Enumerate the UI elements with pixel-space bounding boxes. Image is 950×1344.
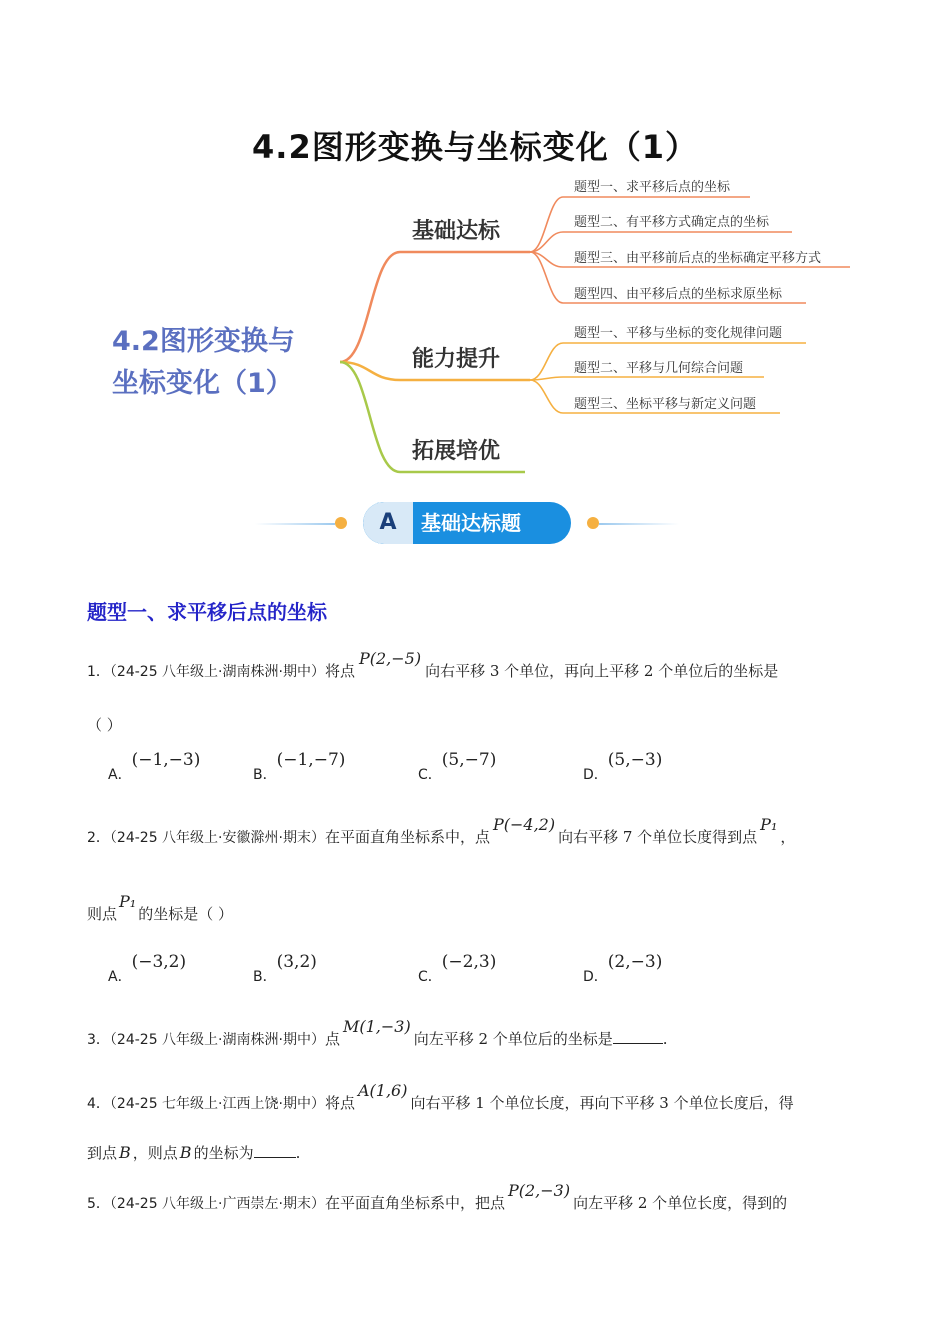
section-title: 题型一、求平移后点的坐标 [87,600,327,624]
question-text: 向左平移 2 个单位后的坐标是 [413,1030,613,1048]
question-text: 的坐标是（ ） [138,905,233,923]
banner-pill [363,502,571,544]
branch-extension: 拓展培优 [412,439,501,464]
question-text: 向左平移 2 个单位长度，得到的 [573,1194,788,1212]
question-number: 5． [87,1196,110,1212]
banner-line-left [255,523,335,525]
question-2 [87,815,796,849]
question-number: 2． [87,830,110,846]
math-expression: P(2,−3) [507,1181,571,1200]
option-b[interactable] [253,750,346,783]
math-expression: P₁ [119,892,137,911]
options-row [108,750,808,783]
banner-line-right [599,523,679,525]
option-value: (2,−3) [607,952,663,972]
option-d[interactable] [583,750,663,783]
option-a[interactable] [108,952,187,985]
question-source: （24-25 八年级上·安徽滁州·期末） [109,830,325,846]
leaf-ability-2: 题型二、平移与几何综合问题 [574,361,744,376]
question-2-line-2 [87,892,233,925]
question-3 [87,1017,668,1051]
mindmap-root-line-2: 坐标变化（1） [112,368,293,399]
option-label: A． [108,969,132,985]
leaf-ability-1: 题型一、平移与坐标的变化规律问题 [574,326,783,341]
leaf-basic-1: 题型一、求平移后点的坐标 [574,180,731,195]
answer-blank[interactable] [254,1143,296,1158]
leaf-ability-3: 题型三、坐标平移与新定义问题 [574,397,757,412]
option-label: D． [583,767,608,783]
math-expression: A(1,6) [357,1081,408,1100]
question-text: 向右平移 7 个单位长度得到点 [558,828,758,846]
option-value: (−1,−7) [276,750,346,770]
question-text: 的坐标为 [193,1144,254,1162]
question-text: ，则点 [132,1144,178,1162]
question-source: （24-25 八年级上·湖南株洲·期中） [109,1032,325,1048]
option-label: B． [253,969,277,985]
page-title: 4.2图形变换与坐标变化（1） [252,128,698,166]
banner-letter: A [379,510,397,535]
question-1 [87,649,779,683]
question-text: ， [780,828,796,846]
option-value: (−1,−3) [131,750,201,770]
leaf-basic-2: 题型二、有平移方式确定点的坐标 [574,215,770,230]
math-expression: B [179,1143,192,1162]
option-value: (−2,3) [441,952,497,972]
option-value: (5,−7) [441,750,497,770]
question-text: 点 [324,1030,340,1048]
math-expression: P₁ [760,815,778,834]
option-d[interactable] [583,952,663,985]
banner-label: 基础达标题 [421,511,521,535]
math-expression: P(2,−5) [358,649,422,668]
banner-dot-left [335,517,347,529]
banner-dot-right [587,517,599,529]
question-source: （24-25 八年级上·湖南株洲·期中） [109,664,325,680]
option-c[interactable] [418,952,497,985]
option-value: (5,−3) [607,750,663,770]
question-4 [87,1081,794,1115]
question-text: 将点 [324,662,355,680]
option-label: A． [108,767,132,783]
question-5 [87,1181,788,1215]
branch-basic: 基础达标 [412,219,501,244]
question-text: 则点 [87,905,118,923]
section-banner [255,500,695,548]
math-expression: P(−4,2) [492,815,556,834]
math-expression: B [119,1143,131,1162]
question-number: 1． [87,664,110,680]
question-text: . [662,1030,668,1048]
question-text: 向右平移 1 个单位长度，再向下平移 3 个单位长度后，得 [410,1094,794,1112]
option-value: (−3,2) [131,952,187,972]
question-number: 4． [87,1096,110,1112]
question-text: 向右平移 3 个单位，再向上平移 2 个单位后的坐标是 [425,662,779,680]
question-text: 到点 [87,1144,118,1162]
option-label: D． [583,969,608,985]
answer-blank[interactable] [613,1029,663,1044]
option-label: C． [418,767,442,783]
question-text: 将点 [324,1094,355,1112]
question-text: 在平面直角坐标系中，点 [324,828,490,846]
option-value: (3,2) [276,952,317,972]
answer-parens: （ ） [87,716,122,734]
mindmap-root [112,321,295,405]
mindmap-root-line-1: 4.2图形变换与 [112,326,295,357]
math-expression: M(1,−3) [342,1017,411,1036]
option-c[interactable] [418,750,497,783]
option-a[interactable] [108,750,201,783]
leaf-basic-3: 题型三、由平移前后点的坐标确定平移方式 [574,251,822,266]
leaf-basic-4: 题型四、由平移后点的坐标求原坐标 [574,287,783,302]
question-text: . [295,1144,301,1162]
question-source: （24-25 七年级上·江西上饶·期中） [109,1096,325,1112]
question-number: 3． [87,1032,110,1048]
option-label: C． [418,969,442,985]
options-row [108,952,808,985]
branch-ability: 能力提升 [412,347,501,372]
question-4-line-2 [87,1142,300,1164]
option-b[interactable] [253,952,317,985]
question-text: 在平面直角坐标系中，把点 [324,1194,505,1212]
option-label: B． [253,767,277,783]
question-source: （24-25 八年级上·广西崇左·期末） [109,1196,325,1212]
